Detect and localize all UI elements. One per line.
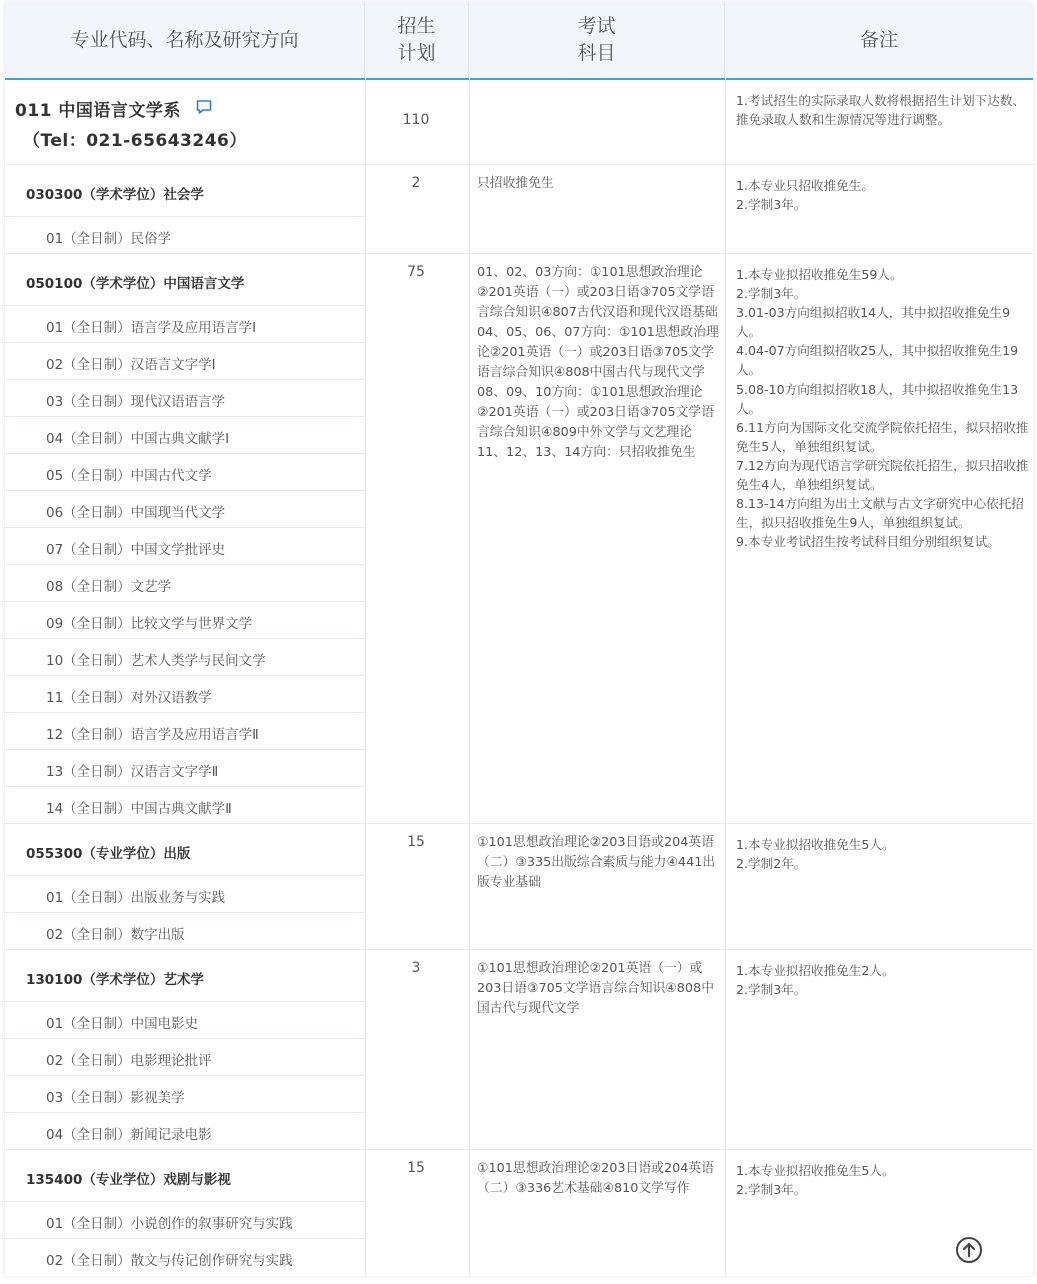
- major-plan: 3: [411, 960, 421, 976]
- row-divider: [5, 875, 365, 876]
- department-tel: （Tel：021-65643246）: [23, 131, 247, 151]
- row-divider: [5, 305, 365, 306]
- row-divider: [5, 1112, 365, 1113]
- row-divider: [5, 638, 365, 639]
- direction-item: 12（全日制）语言学及应用语言学Ⅱ: [46, 727, 259, 743]
- row-divider: [5, 453, 365, 454]
- direction-item: 04（全日制）中国古典文献学Ⅰ: [46, 431, 230, 447]
- major-exam: ①101思想政治理论②203日语或204英语（二）③335出版综合素质与能力④441出版专业基础: [477, 835, 716, 890]
- row-divider: [5, 949, 1033, 950]
- direction-item: 07（全日制）中国文学批评史: [46, 542, 226, 558]
- row-divider: [5, 712, 365, 713]
- direction-item: 10（全日制）艺术人类学与民间文学: [46, 653, 266, 669]
- row-divider: [5, 1149, 1033, 1150]
- major-note: 1.本专业拟招收推免生5人。 2.学制2年。: [736, 837, 895, 872]
- row-divider: [5, 1238, 365, 1239]
- major-exam: ①101思想政治理论②201英语（一）或203日语③705文学语言综合知识④808中国古代与现代文学: [477, 961, 714, 1016]
- row-divider: [5, 527, 365, 528]
- direction-item: 01（全日制）语言学及应用语言学Ⅰ: [46, 320, 257, 336]
- major-name: 055300（专业学位）出版: [26, 846, 191, 862]
- grid-line: [365, 78, 366, 1276]
- direction-item: 02（全日制）数字出版: [46, 927, 185, 943]
- row-divider: [5, 601, 365, 602]
- direction-item: 04（全日制）新闻记录电影: [46, 1127, 212, 1143]
- major-note: 1.本专业拟招收推免生5人。 2.学制3年。: [736, 1163, 895, 1198]
- major-name: 050100（学术学位）中国语言文学: [26, 276, 245, 292]
- direction-item: 03（全日制）现代汉语语言学: [46, 394, 226, 410]
- direction-item: 13（全日制）汉语言文字学Ⅱ: [46, 764, 219, 780]
- header-exam: 考试 科目: [469, 2, 725, 78]
- header-notes: 备注: [859, 28, 898, 51]
- row-divider: [5, 379, 365, 380]
- major-plan: 15: [407, 1160, 425, 1176]
- direction-item: 02（全日制）电影理论批评: [46, 1053, 212, 1069]
- direction-item: 02（全日制）汉语言文字学Ⅰ: [46, 357, 216, 373]
- row-divider: [5, 253, 1033, 254]
- major-note: 1.本专业拟招收推免生59人。 2.学制3年。 3.01-03方向组拟招收14人，其中拟招收推免生9人。 4.04-07方向组拟招收25人，其中拟招收推免生19人。 5.08-10方向组拟招收18人，其中拟招收推免生13人。 6.11方向为国际文化交流学院依托招生，拟只招收推免生5人，单独组织复试。 7.12方向为现代语言学研究院依托招生，拟只招收推免生4人，单独组织复试。 8.13-14方向组为出土文献与古文字研究中心依托招生，拟只招收推免生9人，单独组织复试。 9.本专业考试招生按考试科目组分别组织复试。: [736, 267, 1029, 550]
- grid-line: [725, 78, 726, 1276]
- major-name: 030300（学术学位）社会学: [26, 187, 204, 203]
- arrow-up-circle-icon[interactable]: [955, 1236, 983, 1264]
- row-divider: [5, 164, 1033, 165]
- admissions-table: [5, 2, 1033, 1276]
- major-plan: 2: [411, 175, 421, 191]
- major-exam: ①101思想政治理论②203日语或204英语（二）③336艺术基础④810文学写作: [477, 1161, 714, 1196]
- major-name: 130100（学术学位）艺术学: [26, 972, 204, 988]
- row-divider: [5, 342, 365, 343]
- row-divider: [5, 216, 365, 217]
- direction-item: 03（全日制）影视美学: [46, 1090, 185, 1106]
- major-plan: 15: [407, 834, 425, 850]
- row-divider: [5, 1038, 365, 1039]
- major-plan: 75: [407, 264, 425, 280]
- major-note: 1.本专业拟招收推免生2人。 2.学制3年。: [736, 963, 895, 998]
- row-divider: [5, 786, 365, 787]
- row-divider: [5, 1075, 365, 1076]
- table-header: [5, 2, 1033, 80]
- direction-item: 09（全日制）比较文学与世界文学: [46, 616, 253, 632]
- direction-item: 05（全日制）中国古代文学: [46, 468, 212, 484]
- header-major: 专业代码、名称及研究方向: [5, 2, 365, 78]
- row-divider: [5, 749, 365, 750]
- row-divider: [5, 912, 365, 913]
- major-note: 1.本专业只招收推免生。 2.学制3年。: [736, 178, 874, 213]
- header-plan: 招生 计划: [365, 2, 469, 78]
- direction-item: 08（全日制）文艺学: [46, 579, 172, 595]
- comment-icon[interactable]: [195, 98, 213, 116]
- direction-item: 11（全日制）对外汉语教学: [46, 690, 212, 706]
- direction-item: 01（全日制）小说创作的叙事研究与实践: [46, 1216, 293, 1232]
- direction-item: 01（全日制）民俗学: [46, 231, 172, 247]
- row-divider: [5, 823, 1033, 824]
- direction-item: 01（全日制）出版业务与实践: [46, 890, 226, 906]
- major-name: 135400（专业学位）戏剧与影视: [26, 1172, 231, 1188]
- row-divider: [5, 1201, 365, 1202]
- department-plan: 110: [402, 112, 430, 128]
- direction-item: 14（全日制）中国古典文献学Ⅱ: [46, 801, 232, 817]
- major-exam: 01、02、03方向：①101思想政治理论②201英语（一）或203日语③705文学语言综合知识④807古代汉语和现代汉语基础 04、05、06、07方向：①101思想政治理论②201英语（一）或203日语③705文学语言综合知识④808中国古代与现代文学 08、09、10方向：①101思想政治理论②201英语（一）或203日语③705文学语言综合知识④809中外文学与文艺理论 11、12、13、14方向：只招收推免生: [477, 265, 719, 460]
- department-note: 1.考试招生的实际录取人数将根据招生计划下达数、推免录取人数和生源情况等进行调整。: [736, 93, 1026, 128]
- department-title: 011 中国语言文学系: [15, 101, 181, 121]
- grid-line: [469, 78, 470, 1276]
- row-divider: [5, 675, 365, 676]
- row-divider: [5, 490, 365, 491]
- direction-item: 02（全日制）散文与传记创作研究与实践: [46, 1253, 293, 1269]
- direction-item: 01（全日制）中国电影史: [46, 1016, 199, 1032]
- row-divider: [5, 564, 365, 565]
- direction-item: 06（全日制）中国现当代文学: [46, 505, 226, 521]
- row-divider: [5, 1001, 365, 1002]
- row-divider: [5, 416, 365, 417]
- major-exam: 只招收推免生: [477, 176, 554, 191]
